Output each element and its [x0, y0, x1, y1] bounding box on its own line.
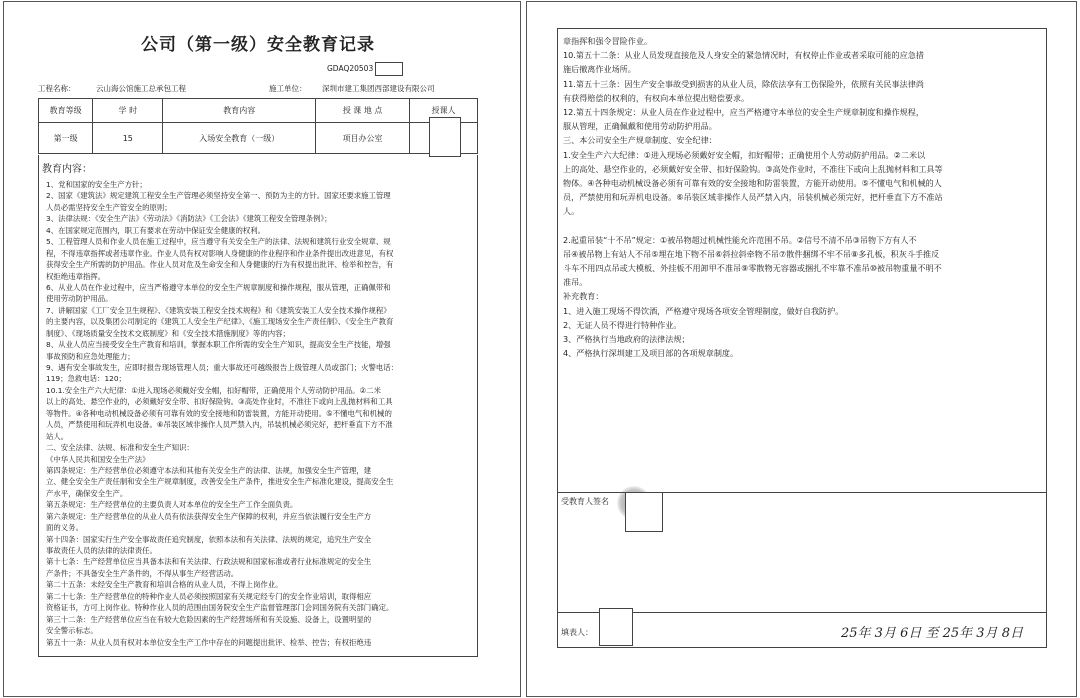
content-line: 第五条规定：生产经营单位的主要负责人对本单位的安全生产工作全面负责。 [46, 500, 298, 510]
content-line: 5、工程管理人员和作业人员在施工过程中，应当遵守有关安全生产的法律、法规和建筑行业安全规章、规 [46, 237, 391, 247]
content-heading: 教育内容： [42, 164, 92, 175]
content-line: 施后撤离作业场所。 [563, 64, 636, 75]
trainee-signature-label: 受教育人签名 [561, 497, 609, 506]
content-line: 斗车不用四点吊或大模板、外挂板不用卸甲不准吊⑨零散物无容器或捆扎不牢靠不准吊⑩被吊物重量不明不 [563, 263, 942, 273]
content-line: 4、在国家规定范围内，职工有要求在劳动中保证安全健康的权利。 [46, 225, 266, 235]
content-line: 权拒绝违章指挥。 [46, 271, 106, 281]
content-line: 第十四条：国家实行生产安全事故责任追究制度，依照本法和有关法律、法规的规定，追究生产安全 [46, 534, 372, 544]
content-line: 第三十二条：生产经营单位应当在有较大危险因素的生产经营场所和有关设施、设备上，设置明显的 [46, 614, 372, 624]
content-line: 第六条规定：生产经营单位的从业人员有依法获得安全生产保障的权利，并应当依法履行安全生产方 [46, 511, 372, 521]
content-line: 2、国家《建筑法》规定建筑工程安全生产管理必须坚持安全第一、预防为主的方针。国家还要求施工管理 [46, 191, 391, 201]
content-line: 《中华人民共和国安全生产法》 [46, 454, 150, 464]
content-line: 产水平，确保安全生产。 [46, 488, 128, 498]
table-cell: 入场安全教育（一级） [163, 123, 316, 154]
content-line: 事故责任人员的法律的法律责任。 [46, 546, 157, 555]
content-line: 人。 [563, 206, 580, 217]
content-line: 第十七条：生产经营单位应当具备本法和有关法律、行政法规和国家标准或者行业标准规定的安全生 [46, 557, 372, 567]
table-cell: 项目办公室 [316, 123, 410, 154]
content-line: 1、进入施工现场不得饮酒，严格遵守现场各项安全管理制度，做好自我防护。 [563, 305, 844, 316]
content-line [563, 218, 1043, 232]
content-line: 第五十一条：从业人员有权对本单位安全生产工作中存在的问题提出批评、检举、控告；有权拒绝违 [46, 637, 372, 647]
content-line: 以上的高处、悬空作业的，必须戴好安全带、扣好保险钩。③高处作业时，不准往下或向上乱抛材料和工具 [46, 397, 393, 407]
content-line: 程，不得违章指挥或者违章作业。作业人员有权对影响人身健康的作业程序和作业条件提出改进意见，有权 [46, 248, 394, 258]
content-line: 4、严格执行深圳建工及项目部的各项规章制度。 [563, 348, 739, 359]
content-line: 10.1.安全生产六大纪律：①进入现场必须戴好安全帽，扣好帽带，正确使用个人劳动防护用品。②二米 [46, 385, 382, 395]
education-date: 25年 3月 6日 至 25年 3月 8日 [841, 626, 1023, 641]
content-line: 员，严禁使用和玩弄机电设备。⑥吊装区域非操作人员严禁入内，吊装机械必须完好，把杆垂直下方不准站 [563, 192, 943, 203]
content-line: 产条件；不具备安全生产条件的，不得从事生产经营活动。 [46, 568, 239, 578]
table-row [39, 123, 478, 154]
content-line: 2、无证人员不得进行特种作业。 [563, 319, 682, 330]
content-line: 三、本公司安全生产规章制度、安全纪律： [563, 135, 717, 146]
right-document-page [526, 1, 1077, 697]
content-line: 上的高处、悬空作业的，必须戴好安全带、扣好保险钩。③高处作业时，不准往下或向上乱抛材料和工具等 [563, 163, 943, 174]
content-line: 二、安全法律、法规、标准和安全生产知识： [46, 443, 194, 453]
table-header-cell: 教育内容 [163, 99, 316, 123]
content-line: 获得安全生产所需的防护用品。作业人员对危及生命安全和人身健康的行为有权提出批评、检举和控告，有 [46, 260, 394, 270]
content-line: 1、党和国家的安全生产方针； [46, 180, 147, 189]
education-table [38, 98, 478, 154]
content-line: 安全警示标志。 [46, 626, 98, 636]
table-cell: 第一级 [39, 123, 93, 154]
content-line: 2.起重吊装“十不吊”规定：①被吊物超过机械性能允许范围不吊。②信号不清不吊③吊物下方有人不 [563, 234, 917, 245]
lecturer-redaction-box [429, 117, 461, 157]
content-line: 章指挥和强令冒险作业。 [563, 36, 653, 46]
content-line: 立、健全安全生产责任制和安全生产规章制度，改善安全生产条件，推进安全生产标准化建设，提高安全生 [46, 477, 394, 487]
content-line: 1.安全生产六大纪律：①进入现场必须戴好安全帽，扣好帽带；正确使用个人劳动防护用品。②二米以 [563, 149, 926, 160]
content-line: 补充教育： [563, 291, 604, 302]
content-line: 物体。④各种电动机械设备必须有可靠有效的安全接地和防雷装置，方能开动使用。⑤不懂电气和机械的人 [563, 177, 942, 188]
content-line: 吊④被吊物上有站人不吊⑤埋在地下物不吊⑥斜拉斜牵物不吊⑦散件捆绑不牢不吊⑧多孔板，积灰斗手推反 [563, 248, 940, 259]
unit-label: 施工单位： [269, 84, 307, 93]
content-line: 服从管理，正确佩戴和使用劳动防护用品。 [563, 121, 717, 132]
project-label: 工程名称： [38, 84, 76, 93]
code-box [375, 62, 403, 76]
unit-value: 深圳市建工集团西部建设有限公司 [322, 84, 435, 93]
project-value: 云山海公馆施工总承包工程 [96, 84, 186, 93]
education-content-continued [563, 34, 1043, 360]
content-line: 第二十五条：未经安全生产教育和培训合格的从业人员，不得上岗作业。 [46, 580, 283, 590]
signature-redaction-box [625, 492, 663, 532]
content-line: 站人。 [46, 431, 69, 441]
content-line: 第四条规定：生产经营单位必须遵守本法和其他有关安全生产的法律、法规，加强安全生产管理，建 [46, 465, 372, 475]
content-line: 使用劳动防护用品。 [46, 294, 113, 304]
content-line: 等物件。④各种电动机械设备必须有可靠有效的安全接地和防雷装置，方能开动使用。⑤不懂电气和机械的 [46, 408, 392, 418]
table-header-row [39, 99, 478, 123]
content-line: 7、讲解国家《工厂安全卫生规程》、《建筑安装工程安全技术规程》和《建筑安装工人安全技术操作规程》 [46, 305, 391, 315]
content-line: 3、严格执行当地政府的法律法规； [563, 333, 690, 344]
left-document-page [3, 1, 521, 697]
table-header-cell: 授 课 地 点 [316, 99, 410, 123]
content-line: 有获得赔偿的权利的，有权向本单位提出赔偿要求。 [563, 92, 750, 103]
content-line: 9、遇有安全事故发生，应即时报告现场管理人员；重大事故还可越级报告上级管理人员或部门；火警电话： [46, 363, 399, 372]
content-line: 面的义务。 [46, 523, 83, 533]
content-line: 人员，严禁使用和玩弄机电设备。⑥吊装区域非操作人员严禁入内，吊装机械必须完好，把杆垂直下方不准 [46, 420, 393, 430]
table-cell: 15 [93, 123, 163, 154]
education-content [46, 179, 474, 648]
document-title: 公司（第一级）安全教育记录 [141, 35, 375, 55]
document-code-text: GDAQ20503 [327, 64, 374, 73]
table-header-cell: 教育等级 [39, 99, 93, 123]
filler-redaction-box [599, 608, 633, 646]
content-line: 事故预防和应急处理能力； [46, 351, 135, 361]
document-code [327, 62, 403, 76]
filler-label: 填表人： [561, 628, 593, 637]
content-line: 准吊。 [563, 277, 588, 288]
content-line: 人员必需坚持安全生产管安全的原则； [46, 202, 172, 212]
content-line: 119；急救电话：120； [46, 374, 126, 384]
content-line: 3、法律法规：《安全生产法》《劳动法》《消防法》《工会法》《建筑工程安全管理条例》； [46, 214, 332, 224]
content-line: 8、从业人员应当接受安全生产教育和培训，掌握本职工作所需的安全生产知识，提高安全生产技能，增强 [46, 340, 391, 350]
table-header-cell: 学 时 [93, 99, 163, 123]
content-line: 制度》、《现场质量安全技术交底制度》和《安全技术措施制度》等的内容； [46, 328, 290, 338]
content-line: 6、从业人员在作业过程中，应当严格遵守本单位的安全生产规章制度和操作规程，服从管理，正确佩带和 [46, 282, 391, 292]
table-header-cell: 授课人 [409, 99, 477, 123]
content-line: 10.第五十二条：从业人员发现直接危及人身安全的紧急情况时，有权停止作业或者采取可能的应急措 [563, 50, 924, 61]
content-line: 资格证书，方可上岗作业。特种作业人员的范围由国务院安全生产监督管理部门会同国务院有关部门确定。 [46, 603, 394, 613]
content-line: 12.第五十四条规定：从业人员在作业过程中，应当严格遵守本单位的安全生产规章制度和操作规程， [563, 106, 924, 117]
content-line: 第二十七条：生产经营单位的特种作业人员必须按照国家有关规定经专门的安全作业培训，取得相应 [46, 591, 372, 601]
content-line: 的主要内容，以及集团公司制定的《建筑工人安全生产纪律》、《施工现场安全生产责任制》、《安全生产教育 [46, 317, 394, 327]
content-line: 11.第五十三条：因生产安全事故受到损害的从业人员，除依法享有工伤保险外，依照有关民事法律尚 [563, 78, 924, 89]
